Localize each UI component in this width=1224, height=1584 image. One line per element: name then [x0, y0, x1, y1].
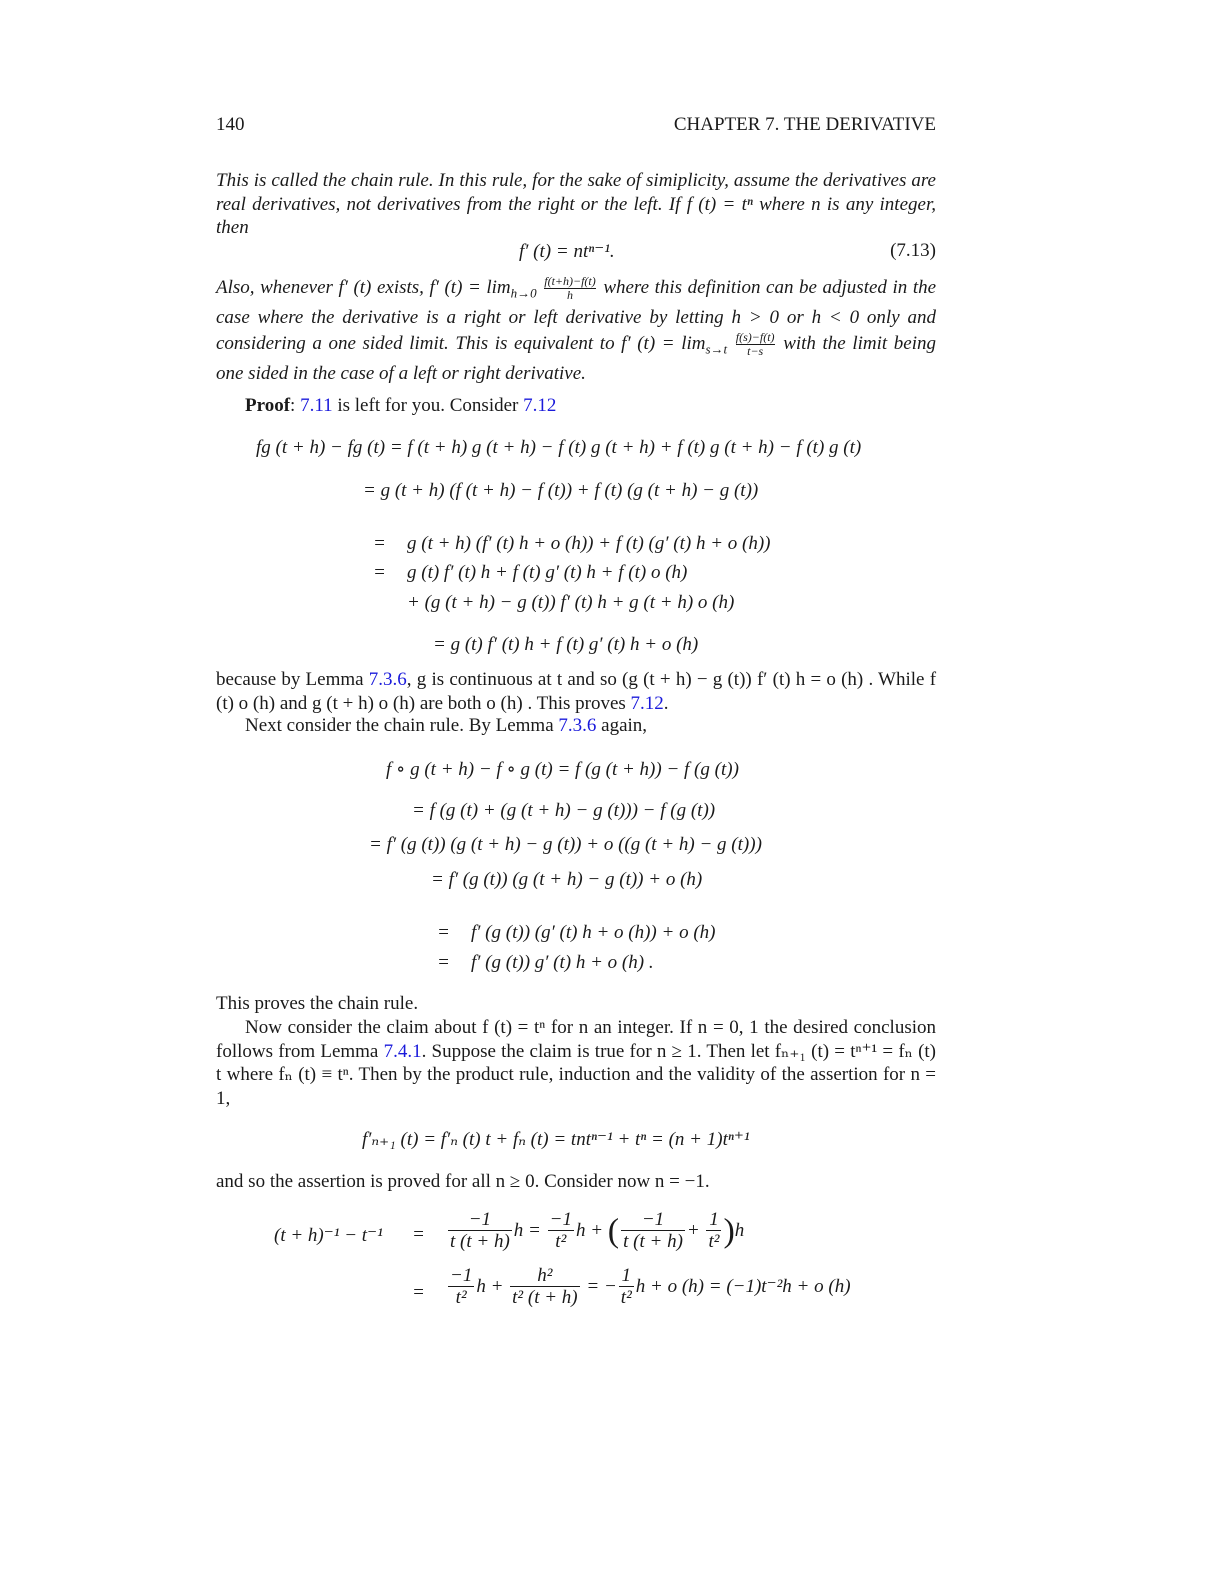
next-text-b: again, [601, 715, 648, 736]
chapter-title: CHAPTER 7. THE DERIVATIVE [673, 114, 936, 135]
lemma-7-4-1-link[interactable]: 7.4.1 [383, 1040, 422, 1062]
next-text-a: Next consider the chain rule. By Lemma [245, 715, 554, 736]
chain-rule-line-6: f′ (g (t)) g′ (t) h + o (h) . [471, 952, 654, 973]
fraction-2 [548, 1210, 574, 1253]
fraction-5 [448, 1266, 474, 1309]
fraction-denominator: t² [708, 1231, 720, 1252]
fraction-3 [621, 1210, 685, 1253]
ref-7-12-link[interactable]: 7.12 [523, 395, 557, 416]
fraction-6 [510, 1266, 579, 1309]
assertion-text: and so the assertion is proved for all n ≥ 0. Consider now n = −1. [216, 1171, 710, 1192]
product-rule-line-5: + (g (t + h) − g (t)) f′ (t) h + g (t + h) o (h) [407, 592, 735, 613]
proof-text-1: is left for you. Consider [337, 395, 519, 416]
equation-label-7-13: (7.13) [890, 240, 936, 261]
chain-rule-line-3: = f′ (g (t)) (g (t + h) − g (t)) + o ((g (t + h) − g (t))) [369, 834, 762, 855]
because-text-a: because by Lemma [216, 669, 364, 690]
proof-intro [245, 395, 556, 417]
because-paragraph [216, 668, 936, 715]
next-consider-line [245, 715, 647, 737]
product-rule-line-3: g (t + h) (f′ (t) h + o (h)) + f (t) (g′ (t) h + o (h)) [407, 533, 771, 554]
fraction-numerator: f(s)−f(t) [735, 329, 775, 344]
fraction-numerator: 1 [619, 1266, 634, 1287]
neg-exponent-tail: h + o (h) = (−1)t⁻²h + o (h) [635, 1275, 851, 1297]
lemma-7-3-6-link-2[interactable]: 7.3.6 [558, 715, 597, 736]
neg-exponent-line-2 [446, 1266, 851, 1309]
fraction-denominator: t² (t + h) [512, 1287, 578, 1308]
fraction-denominator: h [566, 288, 573, 302]
right-paren: ) [723, 1212, 735, 1250]
h-equals: h = [513, 1219, 541, 1241]
fraction-denominator: t² [455, 1287, 467, 1308]
theorem-paragraph-2 [216, 275, 936, 386]
product-rule-line-1: fg (t + h) − fg (t) = f (t + h) g (t + h) − f (t) g (t + h) + f (t) g (t + h) − f (t) g (t) [256, 437, 862, 458]
plus-sign: + [686, 1219, 700, 1241]
proof-colon: : [290, 395, 296, 416]
lim-subscript-2: s→t [705, 341, 728, 357]
fraction-denominator: t−s [747, 343, 764, 358]
chain-rule-eq-sign-6: = [437, 952, 450, 973]
fraction-numerator: h² [510, 1266, 579, 1287]
chain-rule-line-1: f ∘ g (t + h) − f ∘ g (t) = f (g (t + h)) − f (g (t)) [386, 759, 739, 780]
h-plus-2: h + [476, 1275, 504, 1297]
because-text-b: , g is continuous at t and so (g (t + h) − g (t)) f′ (t) h = o (h) . While f (t) o (h) and g (t + h) o (h) are both o (h) . This proves [216, 669, 937, 714]
fraction-numerator: −1 [621, 1210, 685, 1231]
para2-text-c: with the limit being one sided in the case of a left or right derivative. [216, 332, 937, 384]
diff-quotient-fraction [544, 275, 596, 302]
chain-rule-line-2: = f (g (t) + (g (t + h) − g (t))) − f (g (t)) [412, 800, 716, 821]
product-rule-eq-sign-4: = [373, 562, 386, 583]
proves-chain-rule: This proves the chain rule. [216, 993, 419, 1014]
equals-minus: = − [586, 1275, 617, 1297]
power-rule-paragraph [216, 1016, 936, 1110]
page-number: 140 [216, 114, 245, 135]
fraction-4 [706, 1210, 721, 1253]
proof-label: Proof [245, 395, 291, 416]
chain-rule-line-5: f′ (g (t)) (g′ (t) h + o (h)) + o (h) [471, 922, 716, 943]
lemma-7-3-6-link[interactable]: 7.3.6 [368, 669, 407, 690]
h-plus: h + [575, 1219, 604, 1241]
left-paren: ( [607, 1212, 620, 1250]
fraction-7 [619, 1266, 634, 1309]
trailing-h: h [734, 1219, 745, 1241]
induction-equation: f′ₙ₊₁ (t) = f′ₙ (t) t + fₙ (t) = tntⁿ⁻¹ + tⁿ = (n + 1)tⁿ⁺¹ [362, 1129, 750, 1150]
fraction-numerator: −1 [549, 1209, 572, 1230]
ref-7-11-link[interactable]: 7.11 [300, 395, 333, 416]
product-rule-eq-sign-3: = [373, 533, 386, 554]
equation-7-13: f′ (t) = ntⁿ⁻¹. [519, 241, 615, 262]
neg-exponent-lhs: (t + h)⁻¹ − t⁻¹ [274, 1225, 383, 1246]
fraction-denominator: t (t + h) [623, 1231, 683, 1252]
fraction-denominator: t² [555, 1231, 567, 1252]
para2-text-b: where this definition can be adjusted in the case where the derivative is a right or left derivative by letting h > 0 or h < 0 only and considering a one sided limit. This is equivalent to f′ (t) = lim [216, 276, 937, 354]
chain-rule-eq-sign-5: = [437, 922, 450, 943]
theorem-paragraph-1: This is called the chain rule. In this rule, for the sake of simiplicity, assume the derivatives are real derivatives, not derivatives from the right or the left. If f (t) = tⁿ where n is any integer, then [216, 170, 936, 238]
fraction-numerator: −1 [450, 1265, 473, 1286]
lim-subscript-1: h→0 [510, 285, 537, 301]
fraction-1 [448, 1210, 512, 1253]
fraction-numerator: 1 [706, 1210, 721, 1231]
neg-exponent-line-1 [446, 1210, 744, 1253]
product-rule-line-2: = g (t + h) (f (t + h) − f (t)) + f (t) (g (t + h) − g (t)) [363, 480, 759, 501]
ref-7-12-link-2[interactable]: 7.12 [630, 692, 664, 714]
fraction-denominator: t² [620, 1287, 632, 1308]
product-rule-line-6: = g (t) f′ (t) h + f (t) g′ (t) h + o (h) [433, 634, 699, 655]
period: . [663, 692, 669, 714]
fraction-denominator: t (t + h) [450, 1231, 510, 1252]
fraction-numerator: f(t+h)−f(t) [544, 274, 596, 288]
chain-rule-line-4: = f′ (g (t)) (g (t + h) − g (t)) + o (h) [431, 869, 703, 890]
fraction-numerator: −1 [448, 1210, 512, 1231]
diff-quotient-fraction-2 [736, 331, 775, 358]
power-text-b: . Suppose the claim is true for n ≥ 1. Then let fₙ₊₁ (t) = tⁿ⁺¹ = fₙ (t) t where fₙ (t) ≡ tⁿ. Then by the product rule, induction and the validity of the assertion for n = 1, [216, 1040, 937, 1109]
power-text-a: Now consider the claim about f (t) = tⁿ for n an integer. If n = 0, 1 the desired conclusion follows from Lemma [216, 1017, 936, 1062]
product-rule-line-4: g (t) f′ (t) h + f (t) g′ (t) h + f (t) o (h) [407, 562, 688, 583]
neg-exponent-eq-sign-2: = [412, 1282, 425, 1303]
para2-text-a: Also, whenever f′ (t) exists, f′ (t) = lim [216, 276, 511, 298]
neg-exponent-eq-sign-1: = [412, 1224, 425, 1245]
